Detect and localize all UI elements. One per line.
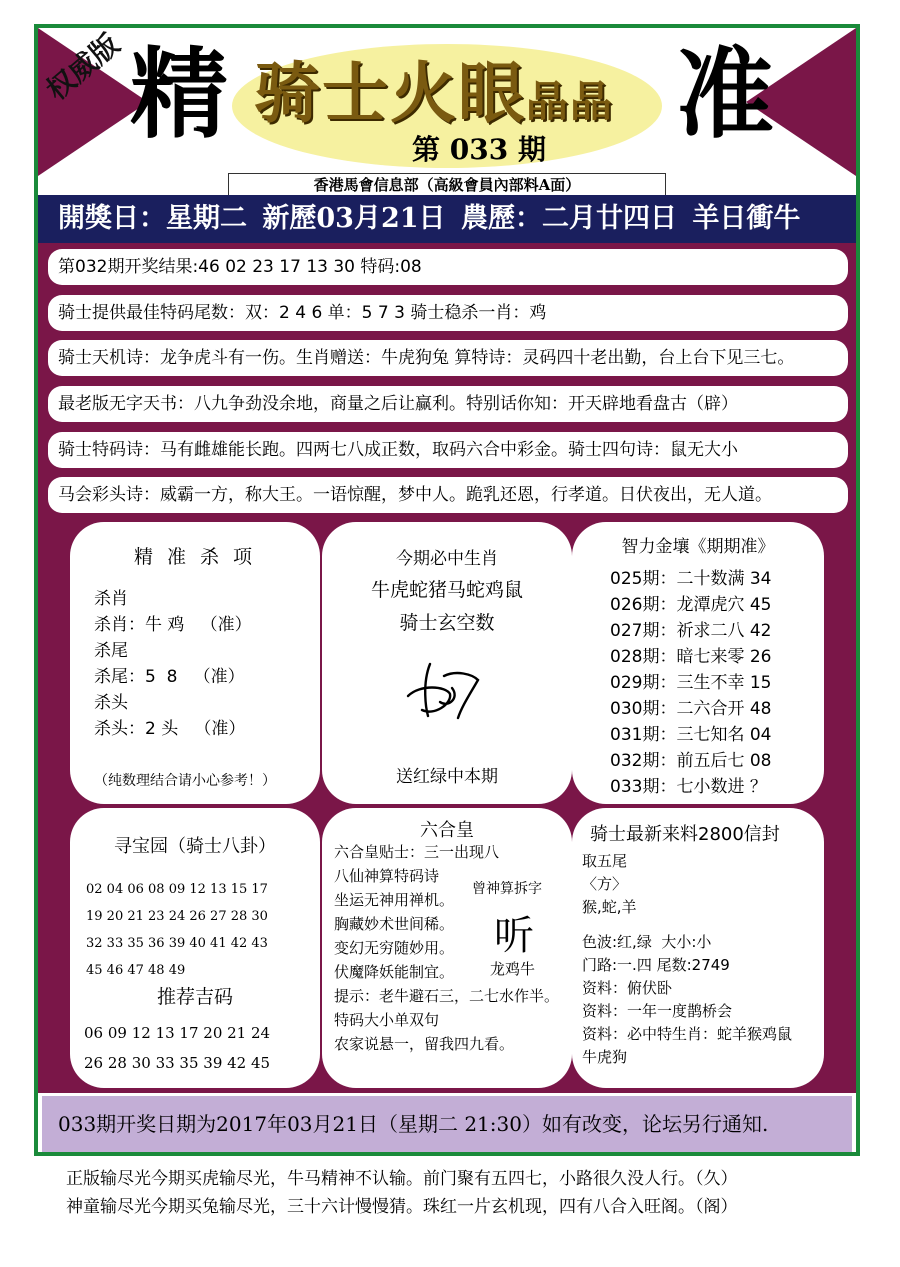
- treasure-number-row: 32 33 35 36 39 40 41 42 43: [86, 936, 268, 951]
- history-row: 025期：二十数满 34: [610, 569, 772, 589]
- kill-line: 杀肖: [94, 589, 128, 609]
- latest-line: 牛虎狗: [582, 1048, 628, 1066]
- kill-line: 杀尾: [94, 641, 128, 661]
- chaizi-char: 听: [494, 913, 534, 959]
- liuhe-title: 六合皇: [420, 820, 474, 841]
- history-row: 031期：三七知名 04: [610, 725, 772, 745]
- liuhe-line: 八仙神算特码诗: [334, 867, 440, 885]
- brand-title: [254, 54, 615, 132]
- handwritten-signature-icon: [400, 654, 490, 734]
- must-hit-title: 今期必中生肖: [396, 549, 498, 569]
- kill-line: 杀头: [94, 693, 128, 713]
- history-panel: [572, 522, 824, 804]
- authority-badge: 权威版: [40, 27, 126, 107]
- history-row: 033期：七小数进 ？: [610, 777, 767, 797]
- latest-line: 资料：一年一度鹊桥会: [582, 1002, 733, 1020]
- header-right-char: 准: [676, 37, 775, 152]
- tail-number-row: 骑士提供最佳特码尾数：双：2 4 6 单：5 7 3 骑士稳杀一肖：鸡: [48, 295, 848, 331]
- footer-line: 正版输尽光今期买虎输尽光，牛马精神不认输。前门聚有五四七，小路很久没人行。（久）: [66, 1169, 738, 1189]
- kill-title: 精 准 杀 项: [133, 546, 257, 568]
- issue-number: 第 033 期: [412, 133, 546, 166]
- kill-panel: [70, 522, 320, 804]
- heavenbook-row: 最老版无字天书：八九争劲没余地，商量之后让赢利。特别话你知：开天辟地看盘古（辟）: [48, 386, 848, 422]
- lucky-title: 推荐吉码: [156, 986, 233, 1008]
- poem-row: 骑士天机诗：龙争虎斗有一伤。生肖赠送：牛虎狗兔 算特诗：灵码四十老出勤，台上台下见三七。: [48, 340, 848, 376]
- liuhe-line: 特码大小单双句: [334, 1011, 440, 1029]
- latest-line: 色波:红,绿 大小:小: [582, 933, 712, 951]
- lucky-number-row: 06 09 12 13 17 20 21 24: [84, 1024, 271, 1042]
- latest-line: 〈方〉: [582, 875, 628, 893]
- jockey-poem-row: 马会彩头诗：威霸一方，称大王。一语惊醒，梦中人。跪乳还恩，行孝道。日伏夜出，无人道。: [48, 477, 848, 513]
- treasure-number-row: 45 46 47 48 49: [86, 963, 186, 978]
- history-row: 029期：三生不幸 15: [610, 673, 772, 693]
- history-title: 智力金壤《期期准》: [621, 537, 775, 557]
- draw-notice-bar: 033期开奖日期为2017年03月21日（星期二 21:30）如有改变，论坛另行通知.: [42, 1096, 852, 1152]
- mystic-number-title: 骑士玄空数: [399, 612, 495, 634]
- liuhe-line: 坐运无神用禅机。: [334, 891, 455, 909]
- latest-title: 骑士最新来料2800信封: [590, 824, 780, 845]
- history-row: 032期：前五后七 08: [610, 751, 772, 771]
- latest-line: 取五尾: [582, 852, 628, 870]
- kill-note: （纯数理结合请小心参考！）: [94, 773, 276, 789]
- kill-line: 杀尾：5 8 （准）: [94, 667, 245, 687]
- chaizi-title: 曾神算拆字: [472, 881, 542, 897]
- liuhe-line: 农家说悬一，留我四九看。: [334, 1035, 515, 1053]
- treasure-number-row: 02 04 06 08 09 12 13 15 17: [86, 882, 268, 897]
- latest-line: 猴,蛇,羊: [582, 898, 637, 916]
- treasure-number-row: 19 20 21 23 24 26 27 28 30: [86, 909, 268, 924]
- must-hit-zodiacs: 牛虎蛇猪马蛇鸡鼠: [370, 579, 523, 601]
- special-poem-row: 骑士特码诗：马有雌雄能长跑。四两七八成正数，取码六合中彩金。骑士四句诗：鼠无大小: [48, 432, 848, 468]
- history-row: 028期：暗七来零 26: [610, 647, 772, 667]
- latest-line: 资料：必中特生肖：蛇羊猴鸡鼠: [582, 1025, 793, 1043]
- chaizi-result: 龙鸡牛: [490, 960, 536, 978]
- send-redgreen-text: 送红绿中本期: [396, 767, 498, 787]
- history-row: 026期：龙潭虎穴 45: [610, 595, 772, 615]
- source-subtitle: 香港馬會信息部（高級會員內部料A面）: [228, 173, 666, 197]
- latest-spacer: [582, 919, 792, 931]
- liuhe-tip: 提示：老牛避石三，二七水作半。: [334, 987, 560, 1005]
- liuhe-line: 伏魔降妖能制宜。: [334, 963, 455, 981]
- center-panel: [322, 522, 572, 804]
- liuhe-panel: [322, 808, 572, 1088]
- footer-line: 神童输尽光今期买兔输尽光，三十六计慢慢猜。珠红一片玄机现，四有八合入旺阁。（阁）: [66, 1197, 738, 1217]
- brand-main: 骑士火眼: [254, 54, 526, 132]
- history-row: 027期：祈求二八 42: [610, 621, 772, 641]
- treasure-title: 寻宝园（骑士八卦）: [114, 836, 276, 857]
- brand-small: 晶晶: [526, 77, 615, 126]
- latest-line: 门路:一.四 尾数:2749: [582, 956, 730, 974]
- header-left-char: 精: [130, 37, 229, 152]
- treasure-panel: [70, 808, 320, 1088]
- lucky-number-row: 26 28 30 33 35 39 42 45: [84, 1054, 271, 1072]
- kill-line: 杀头：2 头 （准）: [94, 719, 246, 739]
- latest-panel: [572, 808, 824, 1088]
- latest-line: 资料：俯伏卧: [582, 979, 673, 997]
- result-row: 第032期开奖结果:46 02 23 17 13 30 特码:08: [48, 249, 848, 285]
- kill-line: 杀肖：牛 鸡 （准）: [94, 615, 252, 635]
- liuhe-line: 变幻无穷随妙用。: [334, 939, 455, 957]
- history-row: 030期：二六合开 48: [610, 699, 772, 719]
- liuhe-line: 六合皇贴士：三一出现八: [334, 843, 500, 861]
- draw-date-bar: 開獎日：星期二 新歷03月21日 農歷：二月廿四日 羊日衝牛: [38, 195, 856, 243]
- liuhe-line: 胸藏妙术世间稀。: [334, 915, 455, 933]
